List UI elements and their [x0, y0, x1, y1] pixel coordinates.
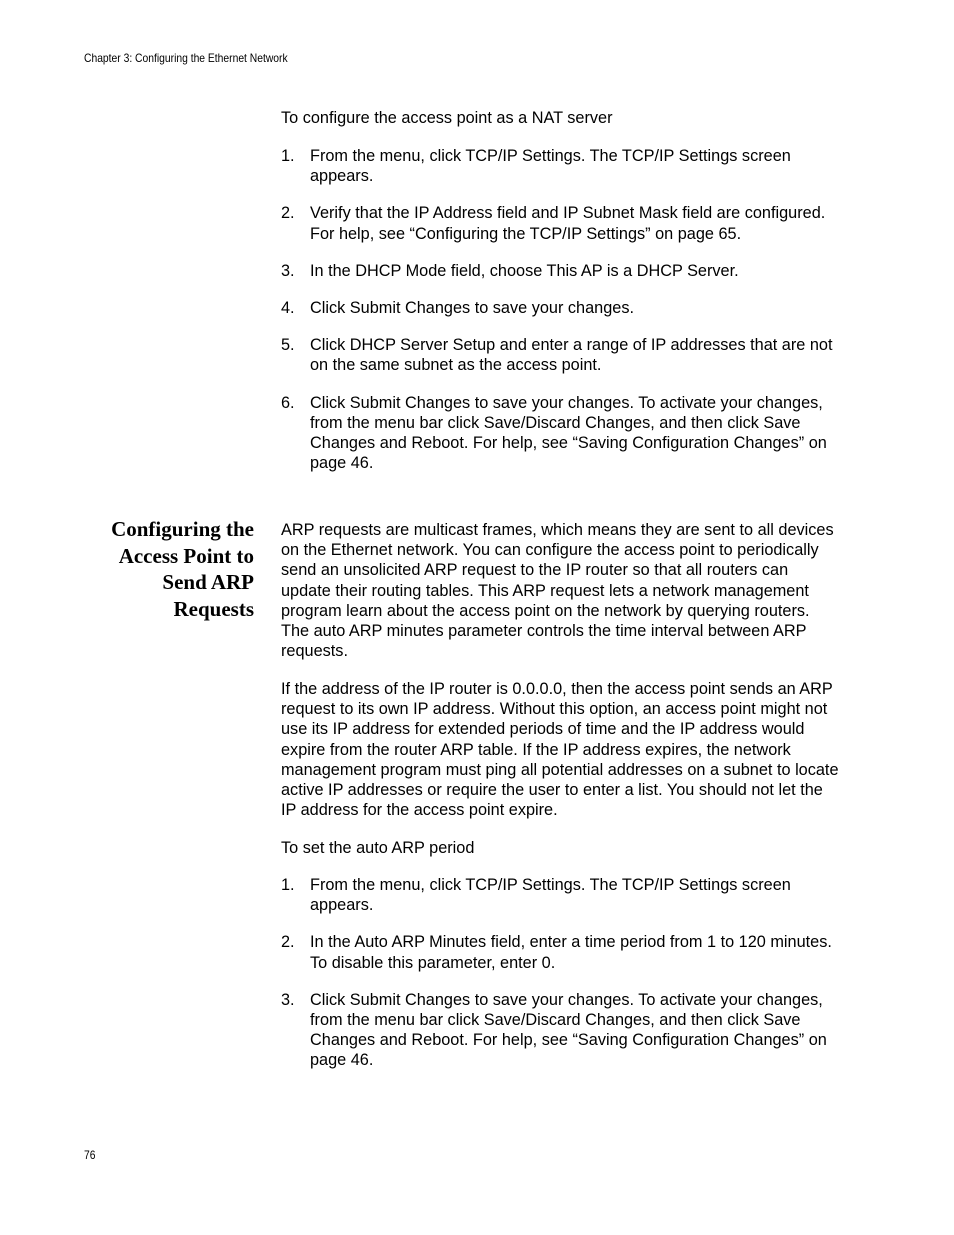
step-text: From the menu, click TCP/IP Settings. The TCP/IP Settings screen appears.	[310, 876, 791, 915]
step-number: 1.	[281, 876, 295, 894]
step-text: From the menu, click TCP/IP Settings. The TCP/IP Settings screen appears.	[310, 147, 791, 186]
arp-intro-paragraph: ARP requests are multicast frames, which means they are sent to all devices on the Ethernet network. You can configure the access point to periodically send an unsolicited ARP request to the IP router so that all routers can update their routing tables. This ARP request lets a network management program learn about the access point on the network by querying routers. The auto ARP minutes parameter controls the time interval between ARP requests.	[281, 521, 834, 661]
step-number: 5.	[281, 336, 295, 355]
step-text: In the DHCP Mode field, choose This AP is a DHCP Server.	[310, 261, 739, 280]
section-heading: Configuring the Access Point to Send ARP Requests	[111, 517, 254, 621]
arp-detail-paragraph: If the address of the IP router is 0.0.0.0, then the access point sends an ARP request to its own IP address. Without this option, an access point might not use its IP address for extended periods of time and the IP address would expire from the router ARP table. If the IP address expires, the network management program must ping all potential addresses on a subnet to locate active IP addresses or require the user to enter a list. You should not let the IP address for the access point expire.	[281, 680, 839, 820]
running-header: Chapter 3: Configuring the Ethernet Network	[84, 51, 288, 65]
step-text: Click DHCP Server Setup and enter a range of IP addresses that are not on the same subnet as the access point.	[310, 336, 833, 375]
nat-procedure-title: To configure the access point as a NAT server	[281, 109, 613, 127]
step-text: In the Auto ARP Minutes field, enter a time period from 1 to 120 minutes. To disable this parameter, enter 0.	[310, 933, 832, 972]
nat-steps-list	[281, 146, 841, 490]
list-item	[281, 393, 841, 474]
step-number: 1.	[281, 147, 295, 165]
list-item	[281, 990, 841, 1071]
list-item	[281, 146, 841, 186]
list-item	[281, 261, 841, 281]
arp-steps-list	[281, 875, 841, 1088]
list-item	[281, 875, 841, 915]
list-item	[281, 298, 841, 318]
step-text: Click Submit Changes to save your changes. To activate your changes, from the menu bar click Save/Discard Changes, and then click Save Changes and Reboot. For help, see “Saving Configuration Changes” on page 46.	[310, 393, 827, 473]
arp-procedure-title: To set the auto ARP period	[281, 839, 475, 857]
list-item	[281, 932, 841, 972]
step-number: 3.	[281, 261, 295, 280]
step-number: 2.	[281, 933, 295, 952]
step-number: 2.	[281, 204, 295, 223]
step-text: Verify that the IP Address field and IP Subnet Mask field are configured. For help, see “Configuring the TCP/IP Settings” on page 65.	[310, 204, 826, 243]
step-text: Click Submit Changes to save your changes.	[310, 299, 634, 318]
page-number: 76	[84, 1148, 96, 1162]
list-item	[281, 203, 841, 243]
step-number: 3.	[281, 990, 295, 1009]
list-item	[281, 335, 841, 375]
step-number: 6.	[281, 393, 295, 412]
step-number: 4.	[281, 299, 295, 318]
step-text: Click Submit Changes to save your changes. To activate your changes, from the menu bar click Save/Discard Changes, and then click Save Changes and Reboot. For help, see “Saving Configuration Changes” on page 46.	[310, 990, 827, 1070]
